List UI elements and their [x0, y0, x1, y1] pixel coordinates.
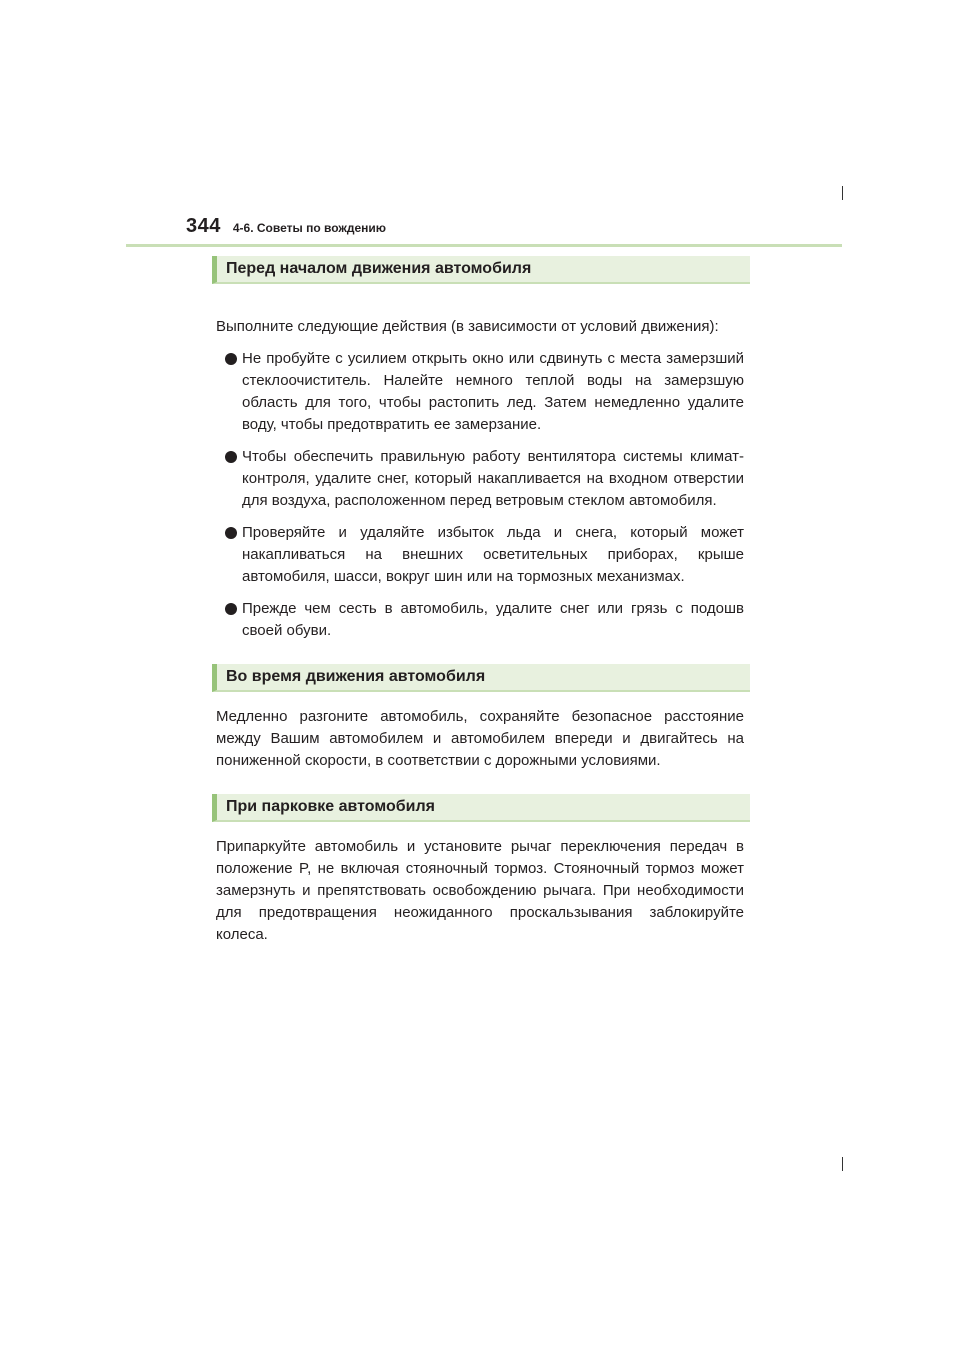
- section-heading-before-driving: [212, 256, 750, 284]
- list-item: [212, 446, 750, 512]
- list-item-text: Проверяйте и удаляйте избыток льда и снега, который может накапливаться на внешних осветительных приборах, крыше автомобиля, шасси, вокруг шин или на тормозных механизмах.: [242, 524, 744, 585]
- section-heading-text: Во время движения автомобиля: [226, 668, 486, 685]
- section-heading-text: При парковке автомобиля: [226, 798, 435, 815]
- section-heading-while-driving: [212, 664, 750, 692]
- page-content: [212, 256, 750, 946]
- body-paragraph: Припаркуйте автомобиль и установите рычаг переключения передач в положение P, не включая стояночный тормоз. Стояночный тормоз может замерзнуть и препятствовать освобождению рычага. При необходимости для предотвращения неожиданного проскальзывания заблокируйте колеса.: [216, 838, 744, 943]
- body-paragraph: Медленно разгоните автомобиль, сохраняйте безопасное расстояние между Вашим автомобилем и автомобилем впереди и двигайтесь на пониженной скорости, в соответствии с дорожными условиями.: [216, 708, 744, 769]
- header-divider: [126, 244, 842, 247]
- page-header: [186, 215, 386, 245]
- list-item: [212, 522, 750, 588]
- bullet-icon: [225, 603, 237, 615]
- list-item-text: Чтобы обеспечить правильную работу вентилятора системы климат-контроля, удалите снег, который накапливается на входном отверстии для воздуха, расположенном перед ветровым стеклом автомобиля.: [242, 448, 744, 509]
- list-item-text: Прежде чем сесть в автомобиль, удалите снег или грязь с подошв своей обуви.: [242, 600, 744, 639]
- list-item-text: Не пробуйте с усилием открыть окно или сдвинуть с места замерзший стеклоочиститель. Налейте немного теплой воды на замерзшую область для того, чтобы растопить лед. Затем немедленно удалите воду, чтобы предотвратить ее замерзание.: [242, 350, 744, 433]
- bullet-icon: [225, 353, 237, 365]
- section-heading-parking: [212, 794, 750, 822]
- intro-paragraph: Выполните следующие действия (в зависимости от условий движения):: [216, 318, 719, 335]
- page-number: 344: [186, 215, 221, 237]
- list-item: [212, 598, 750, 642]
- bullet-list: [212, 348, 750, 642]
- bullet-icon: [225, 527, 237, 539]
- bullet-icon: [225, 451, 237, 463]
- crop-mark-bottom: [842, 1157, 843, 1171]
- section-title: 4-6. Советы по вождению: [232, 221, 387, 235]
- crop-mark-top: [842, 186, 843, 200]
- list-item: [212, 348, 750, 436]
- section-heading-text: Перед началом движения автомобиля: [226, 260, 532, 277]
